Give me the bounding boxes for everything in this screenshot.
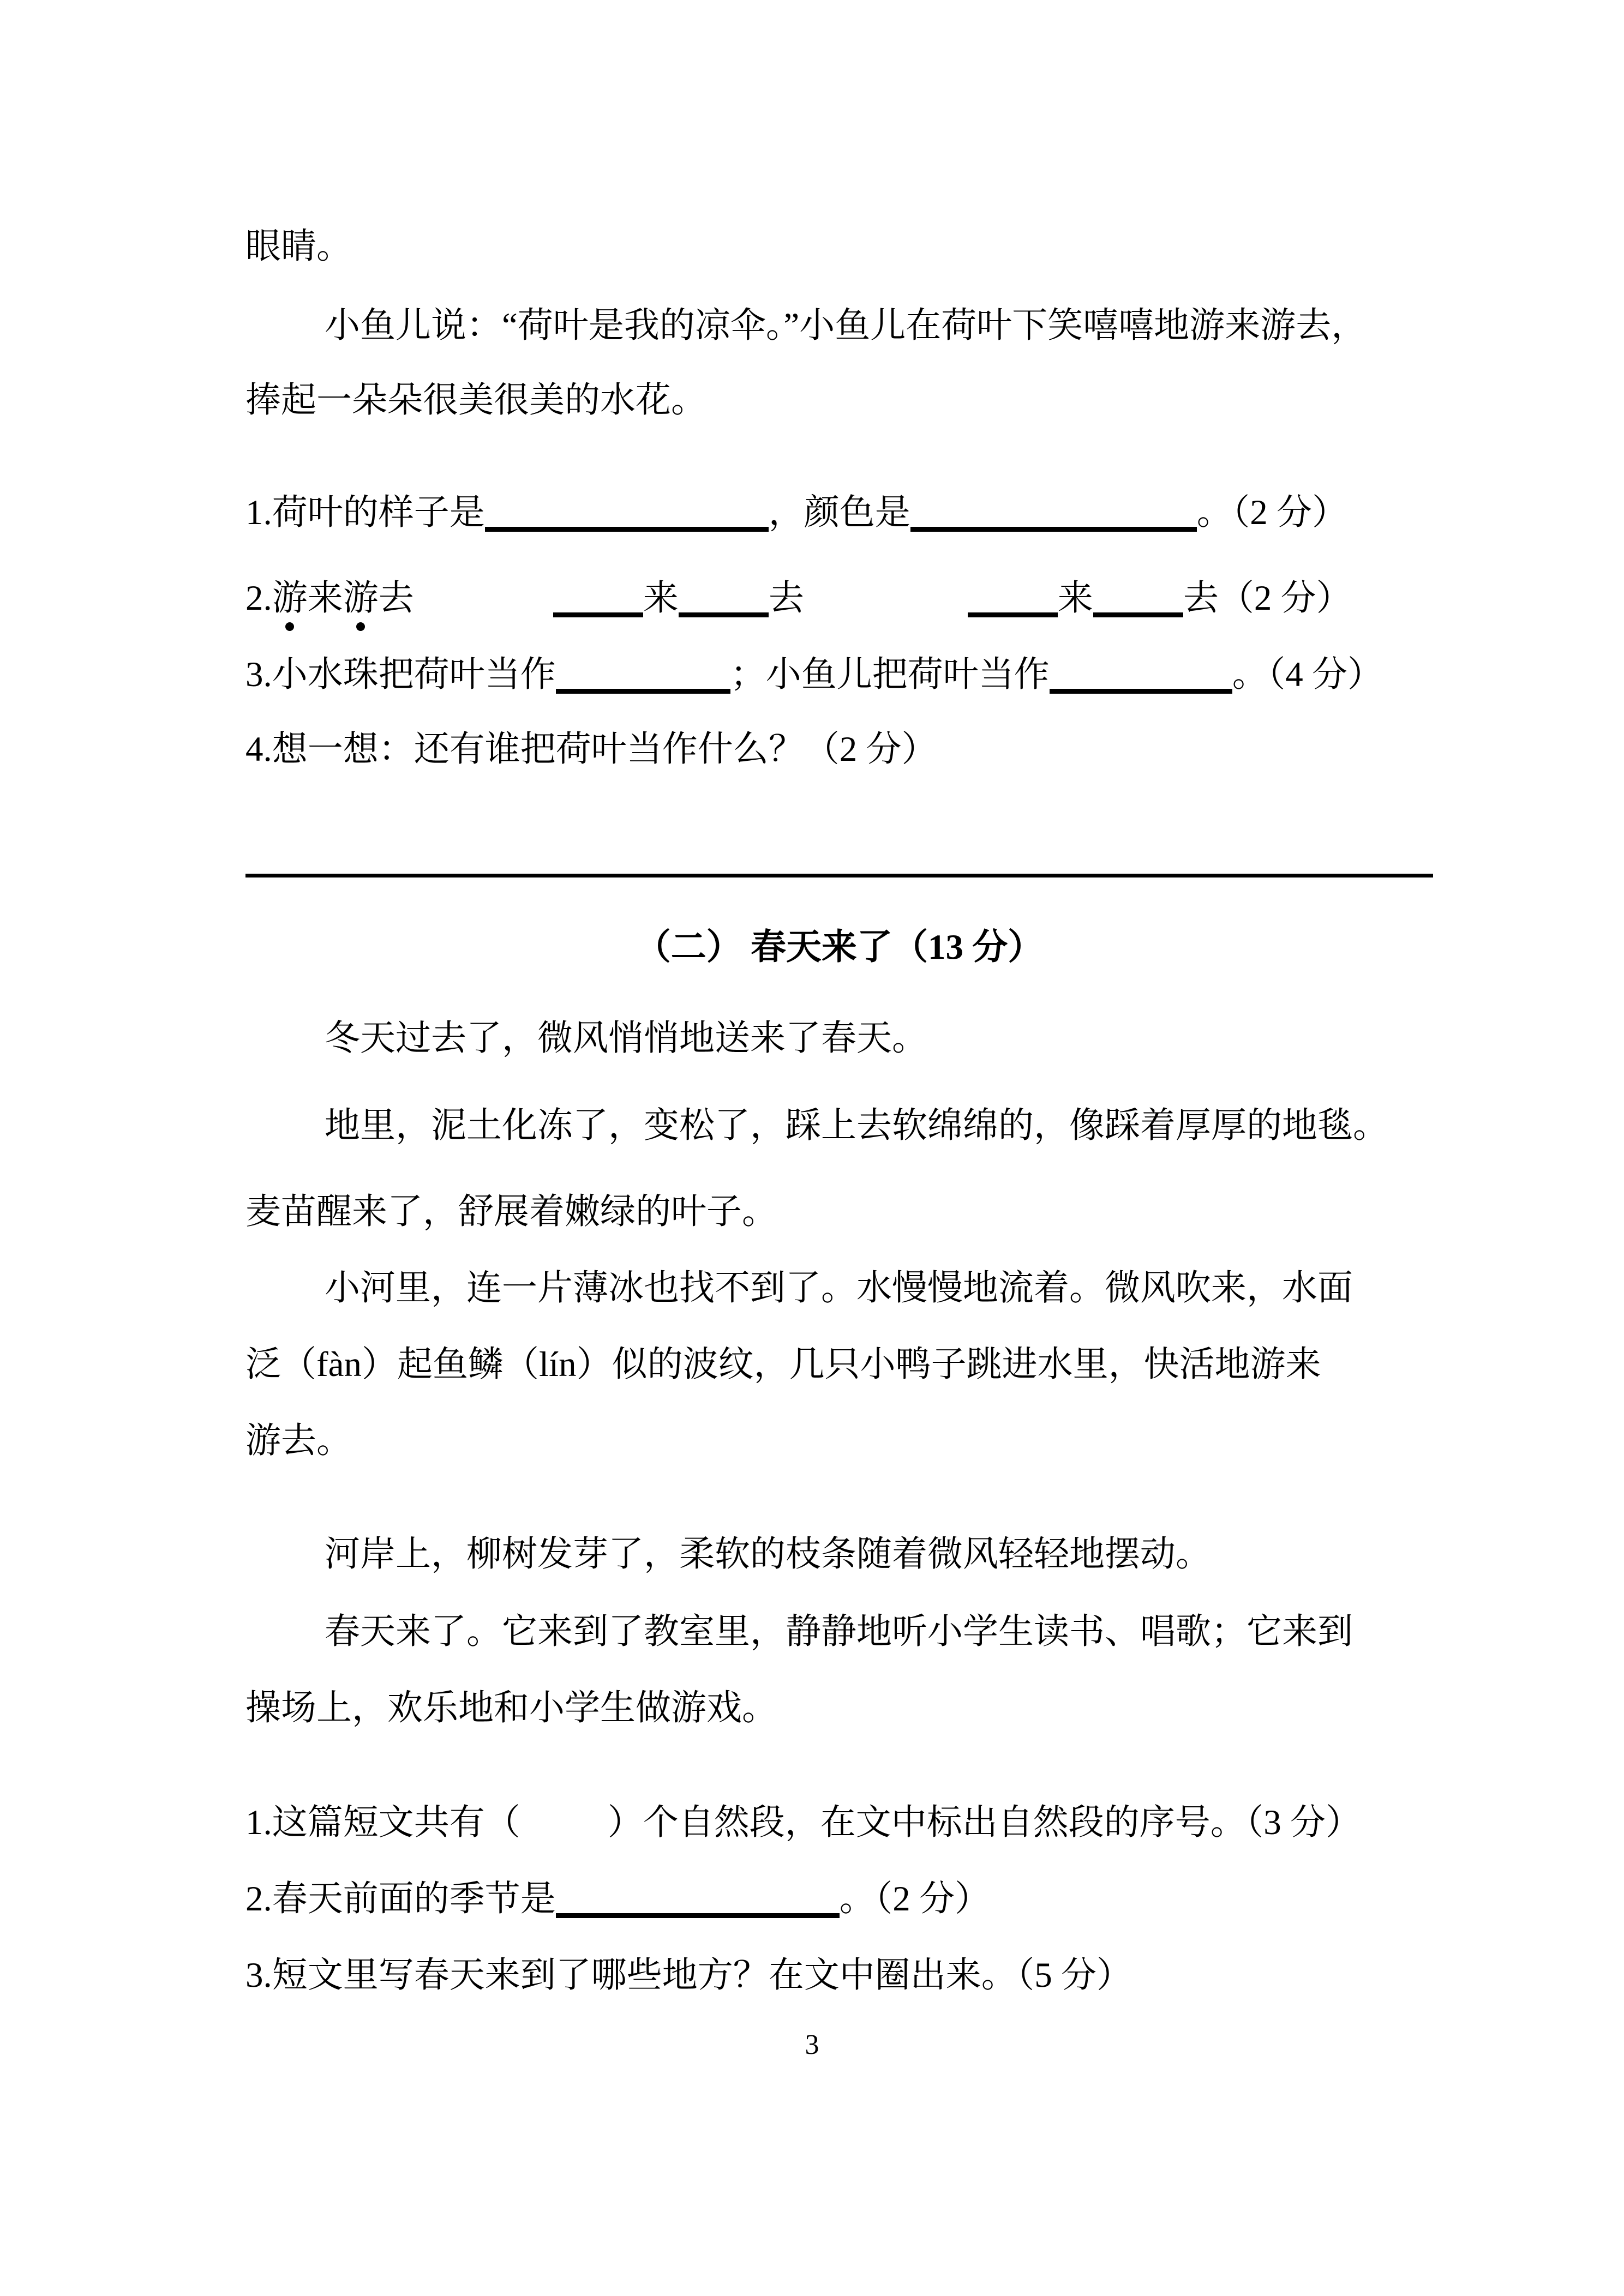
passage-text: 捧起一朵朵很美很美的水花。	[245, 381, 707, 420]
spacer	[804, 609, 968, 610]
word-char: 来	[307, 579, 343, 618]
passage-text: 小河里，连一片薄冰也找不到了。水慢慢地流着。微风吹来，水面	[325, 1269, 1353, 1308]
question-text: 3.短文里写春天来到了哪些地方？在文中圈出来。（5 分）	[245, 1956, 1132, 1995]
word-char: 去	[378, 579, 414, 618]
question-text-pre: 1.荷叶的样子是	[245, 493, 485, 532]
question-number: 2.	[245, 579, 272, 618]
answer-blank	[910, 500, 1197, 532]
question-text-mid: ，颜色是	[768, 493, 910, 532]
section-title-text: （二） 春天来了（13 分）	[635, 928, 1044, 967]
question-score: （2 分）	[1218, 579, 1352, 618]
question-2-2	[245, 1879, 1433, 1920]
answer-blank	[485, 500, 769, 532]
word-lai: 来	[1057, 579, 1093, 618]
answer-blank	[1093, 586, 1183, 617]
page-number	[0, 2029, 1624, 2061]
question-1-2	[245, 578, 1433, 619]
word-lai: 来	[643, 579, 679, 618]
emphasized-char: 游	[272, 579, 308, 618]
passage2-para5-line1	[245, 1612, 1433, 1652]
passage2-para1	[245, 1018, 1433, 1059]
answer-blank	[556, 1886, 840, 1918]
passage-text: 冬天过去了，微风悄悄地送来了春天。	[325, 1019, 928, 1058]
answer-blank	[679, 586, 769, 617]
passage2-para3-line1	[245, 1268, 1433, 1309]
question-text-pre: 2.春天前面的季节是	[245, 1879, 556, 1919]
passage-text: 游去。	[245, 1421, 352, 1460]
passage2-para3-line2	[245, 1344, 1433, 1385]
answer-blank	[553, 586, 643, 617]
answer-blank	[968, 586, 1058, 617]
passage-text: 泛（fàn）起鱼鳞（lín）似的波纹，几只小鸭子跳进水里，快活地游来	[245, 1345, 1321, 1384]
question-score: 。（4 分）	[1232, 655, 1383, 694]
passage1-line-1	[245, 305, 1433, 346]
answer-blank	[556, 662, 730, 694]
passage1-tail-line	[245, 226, 1433, 267]
passage-text: 春天来了。它来到了教室里，静静地听小学生读书、唱歌；它来到	[325, 1612, 1353, 1651]
passage-text: 小鱼儿说：“荷叶是我的凉伞。”小鱼儿在荷叶下笑嘻嘻地游来游去，	[325, 306, 1367, 345]
passage2-para3-line3	[245, 1421, 1433, 1462]
page-number-text: 3	[805, 2029, 819, 2060]
word-qu: 去	[768, 579, 804, 618]
passage2-para4	[245, 1534, 1433, 1575]
emphasized-char: 游	[343, 579, 379, 618]
answer-blank	[1050, 662, 1232, 694]
question-1-3	[245, 654, 1433, 695]
question-2-1	[245, 1802, 1433, 1843]
question-1-1	[245, 492, 1433, 533]
passage-text: 操场上，欢乐地和小学生做游戏。	[245, 1688, 778, 1728]
passage2-para2-line2	[245, 1192, 1433, 1233]
section2-title	[245, 924, 1433, 971]
passage-text: 地里，泥土化冻了，变松了，踩上去软绵绵的，像踩着厚厚的地毯。	[325, 1106, 1389, 1145]
passage1-line-2	[245, 380, 1433, 421]
question-score: 。（2 分）	[839, 1879, 991, 1919]
question-text-post: ）个自然段，在文中标出自然段的序号。（3 分）	[607, 1803, 1362, 1842]
word-qu: 去	[1183, 579, 1219, 618]
passage-text: 眼睛。	[245, 227, 352, 266]
question-score: 。（2 分）	[1196, 493, 1348, 532]
paren-gap	[520, 1833, 608, 1834]
passage2-para2-line1	[245, 1105, 1433, 1146]
question-text-pre: 1.这篇短文共有（	[245, 1803, 520, 1842]
passage-text: 河岸上，柳树发芽了，柔软的枝条随着微风轻轻地摆动。	[325, 1535, 1212, 1574]
spacer	[414, 609, 553, 610]
question-text-mid: ；小鱼儿把荷叶当作	[730, 655, 1050, 694]
question-text-pre: 3.小水珠把荷叶当作	[245, 655, 556, 694]
section-divider-line	[245, 874, 1433, 877]
passage-text: 麦苗醒来了，舒展着嫩绿的叶子。	[245, 1192, 778, 1231]
question-text: 4.想一想：还有谁把荷叶当作什么？（2 分）	[245, 730, 937, 769]
question-2-3	[245, 1955, 1433, 1996]
question-1-4	[245, 729, 1433, 770]
passage2-para5-line2	[245, 1688, 1433, 1729]
